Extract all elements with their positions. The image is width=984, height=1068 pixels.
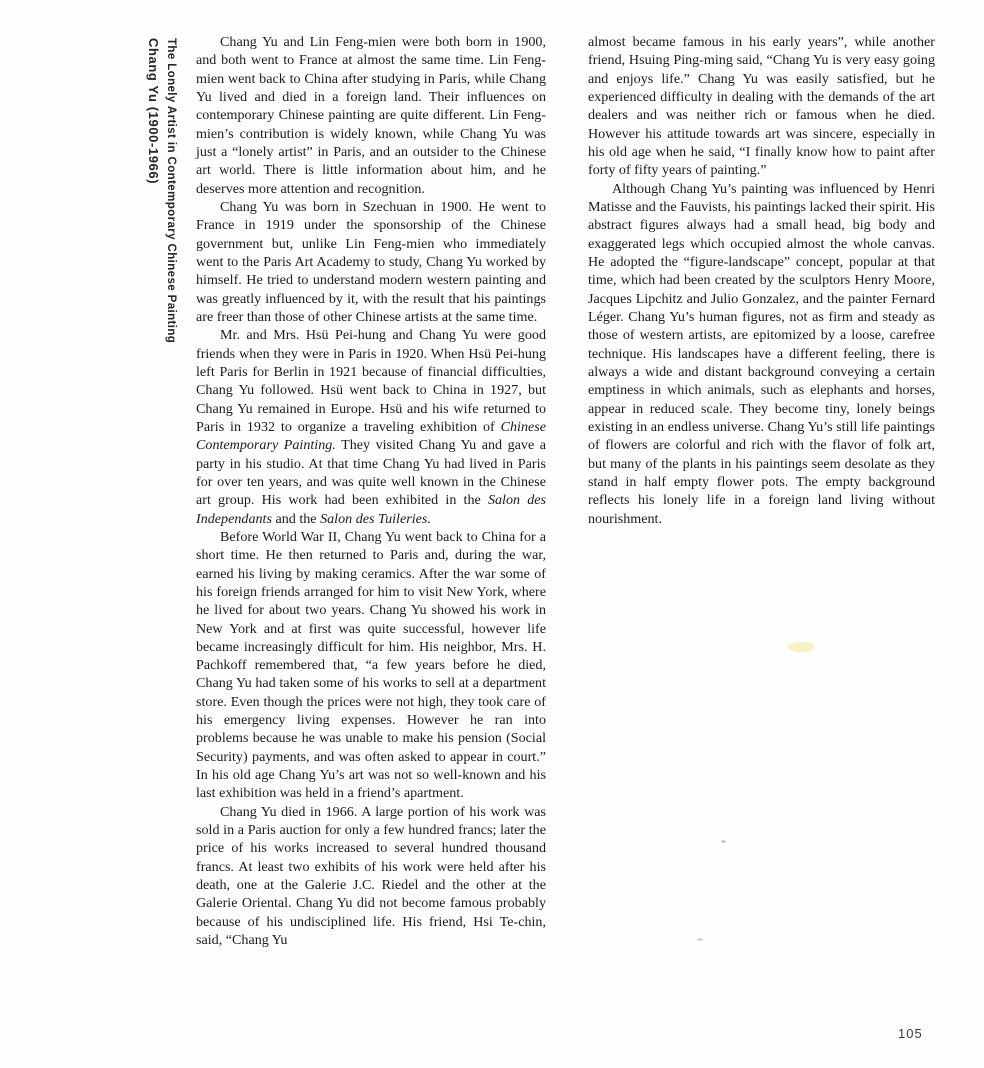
scan-smudge xyxy=(788,642,814,652)
scan-speck xyxy=(697,938,703,941)
paragraph: Chang Yu was born in Szechuan in 1900. He went to France in 1919 under the sponsorship of the Chinese government but, unlike Lin Feng-mien who immediately went to the Paris Art Academy to study, Chang Yu worked by himself. He tried to understand modern western painting and was greatly influenced by it, with the result that his paintings are freer than those of other Chinese artists at the same time. xyxy=(196,198,546,325)
paragraph: almost became famous in his early years”, while another friend, Hsuing Ping-ming said, “Chang Yu is very easy going and enjoys life.” Chang Yu was easily satisfied, but he experienced difficulty in dealing with the demands of the art dealers and was neither rich or famous when he died. However his attitude towards art was sincere, especially in his old age when he said, “I finally know how to paint after forty of fifty years of painting.” xyxy=(588,34,935,179)
text-column-1 xyxy=(196,33,546,949)
sidebar-title: Chang Yu (1900-1966) xyxy=(146,38,161,185)
scan-speck xyxy=(721,840,726,843)
paragraph: Although Chang Yu’s painting was influenced by Henri Matisse and the Fauvists, his paintings lacked their spirit. His abstract figures always had a small head, big body and exaggerated legs which occupied almost the whole canvas. He adopted the “figure-landscape” concept, popular at that time, which had been created by the sculptors Henry Moore, Jacques Lipchitz and Julio Gonzalez, and the painter Fernard Léger. Chang Yu’s human figures, not as firm and steady as those of western artists, are epitomized by a loose, carefree technique. His landscapes have a different feeling, there is always a wide and distant background conveying a certain emptiness in which animals, such as elephants and horses, appear in reduced scale. They become tiny, lonely beings existing in an endless universe. Chang Yu’s still life paintings of flowers are colorful and rich with the flavor of folk art, but many of the plants in his paintings seem desolate as they stand in half empty flower pots. The empty background reflects his lonely life in a foreign land living without nourishment. xyxy=(588,180,935,527)
sidebar-subtitle: The Lonely Artist in Contemporary Chinese Painting xyxy=(165,38,177,344)
paragraph: Mr. and Mrs. Hsü Pei-hung and Chang Yu were good friends when they were in Paris in 1920. When Hsü Pei-hung left Paris for Berlin in 1921 because of financial difficulties, Chang Yu followed. Hsü went back to China in 1927, but Chang Yu remained in Europe. Hsü and his wife returned to Paris in 1932 to organize a traveling exhibition of Chinese Contemporary Painting. They visited Chang Yu and gave a party in his studio. At that time Chang Yu had lived in Paris for over ten years, and was quite well known in the Chinese art group. His work had been exhibited in the Salon des Independants and the Salon des Tuileries. xyxy=(196,327,546,527)
page-number: 105 xyxy=(898,1026,923,1041)
sidebar xyxy=(146,38,177,343)
paragraph: Chang Yu died in 1966. A large portion of his work was sold in a Paris auction for only a few hundred francs; later the price of his works increased to several hundred thousand francs. At least two exhibits of his work were held after his death, one at the Galerie J.C. Riedel and the other at the Galerie Oriental. Chang Yu did not become famous probably because of his undisciplined life. His friend, Hsi Te-chin, said, “Chang Yu xyxy=(196,803,546,949)
text-column-2 xyxy=(588,33,935,528)
paragraph: Chang Yu and Lin Feng-mien were both born in 1900, and both went to France at almost the same time. Lin Feng-mien went back to China after studying in Paris, while Chang Yu lived and died in a foreign land. Their influences on contemporary Chinese painting are quite different. Lin Feng-mien’s contribution is widely known, while Chang Yu was just a “lonely artist” in Paris, and an outsider to the Chinese art world. There is little information about him, and he deserves more attention and recognition. xyxy=(196,34,546,197)
paragraph: Before World War II, Chang Yu went back to China for a short time. He then returned to Paris and, during the war, earned his living by making ceramics. After the war some of his foreign friends arranged for him to visit New York, where he lived for about two years. Chang Yu showed his work in New York and at first was quite successful, however life became increasingly difficult for him. His neighbor, Mrs. H. Pachkoff remembered that, “a few years before he died, Chang Yu had taken some of his works to sell at a department store. Even though the prices were not high, they took care of his emergency living expenses. However he ran into problems because he was unable to make his pension (Social Security) payments, and was often asked to appear in court.” In his old age Chang Yu’s art was not so well-known and his last exhibition was held in a friend’s apartment. xyxy=(196,528,546,802)
